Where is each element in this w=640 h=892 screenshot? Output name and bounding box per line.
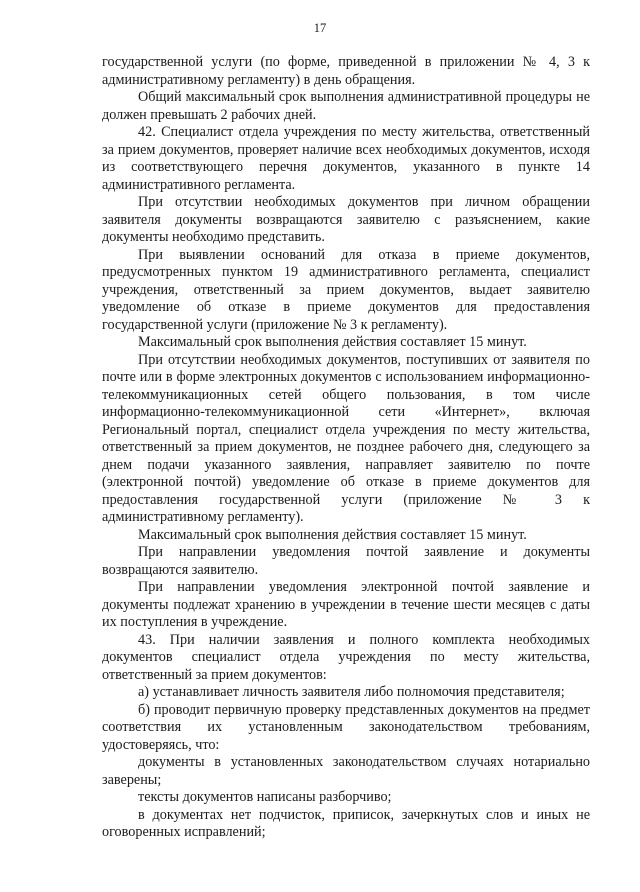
paragraph: Максимальный срок выполнения действия составляет 15 минут.	[138, 526, 527, 543]
paragraph: 43. При наличии заявления и полного комплекта необходимых документов специалист отдела учреждения по месту жительства, ответственный за прием документов:	[102, 631, 590, 683]
paragraph: документы в установленных законодательством случаях нотариально заверены;	[102, 754, 590, 788]
paragraph: Максимальный срок выполнения действия составляет 15 минут.	[138, 334, 527, 350]
paragraph: При отсутствии необходимых документов при личном обращении заявителя документы возвращаются заявителю с разъяснением, какие документы необходимо представить.	[102, 194, 590, 245]
list-item: а) устанавливает личность заявителя либо полномочия представителя;	[138, 684, 565, 700]
list-item: б) проводит первичную проверку представленных документов на предмет соответствия их установленным законодательством требованиям, удостоверяясь, что:	[102, 701, 590, 753]
paragraph: При направлении уведомления электронной почтой заявление и документы подлежат хранению в учреждении в течение шести месяцев с даты их поступления в учреждение.	[102, 579, 590, 630]
paragraph: При отсутствии необходимых документов, поступивших от заявителя по почте или в форме электронных документов с использованием информационно-телекоммуникационных сетей общего пользования, в том числе информационно-телекоммуникационной сети «Интернет», включая Региональный портал, специалист отдела учреждения по месту жительства, ответственный за прием документов, не позднее рабочего дня, следующего за днем подачи указанного заявления, направляет заявителю по почте (электронной почтой) уведомление об отказе в приеме документов для предоставления государственной услуги (приложение № 3 к административному регламенту).	[102, 351, 590, 525]
paragraph: тексты документов написаны разборчиво;	[138, 789, 392, 805]
paragraph: в документах нет подчисток, приписок, зачеркнутых слов и иных не оговоренных исправлений;	[102, 806, 590, 840]
document-body	[102, 54, 590, 842]
paragraph: Общий максимальный срок выполнения административной процедуры не должен превышать 2 рабочих дней.	[102, 89, 590, 123]
page-number: 17	[313, 21, 327, 35]
paragraph: При направлении уведомления почтой заявление и документы возвращаются заявителю.	[102, 544, 590, 578]
paragraph: При выявлении оснований для отказа в приеме документов, предусмотренных пунктом 19 административного регламента, специалист учреждения, ответственный за прием документов, выдает заявителю уведомление об отказе в приеме документов для предоставления государственной услуги (приложение № 3 к регламенту).	[102, 246, 590, 333]
paragraph: государственной услуги (по форме, приведенной в приложении № 4, 3 к административному регламенту) в день обращения.	[102, 54, 590, 88]
paragraph: 42. Специалист отдела учреждения по месту жительства, ответственный за прием документов, проверяет наличие всех необходимых документов, исходя из соответствующего перечня документов, указанного в пункте 14 административного регламента.	[102, 124, 590, 193]
